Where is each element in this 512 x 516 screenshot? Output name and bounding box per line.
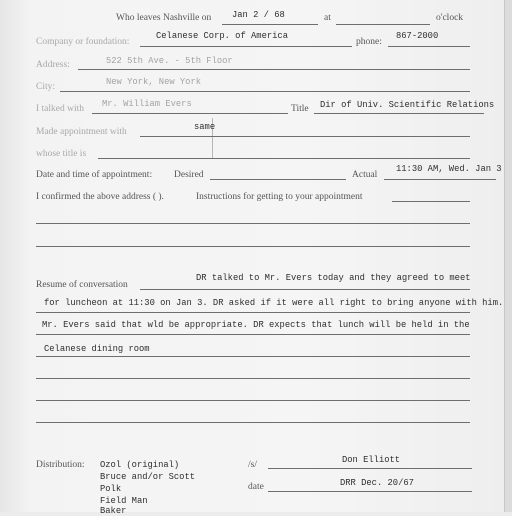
talked-with-line xyxy=(92,113,288,114)
leaves-label: Who leaves Nashville on xyxy=(116,13,212,23)
actual-line xyxy=(384,179,496,180)
leaves-date-line xyxy=(222,24,318,25)
talked-with-label: I talked with xyxy=(36,104,85,114)
actual-label: Actual xyxy=(352,170,378,180)
whose-title-label: whose title is xyxy=(36,149,87,159)
resume-line xyxy=(36,334,470,335)
company-line xyxy=(140,46,352,47)
title-label: Title xyxy=(291,104,309,114)
resume-blank-line xyxy=(36,378,470,379)
at-label: at xyxy=(324,13,331,23)
signed-line xyxy=(268,468,472,469)
resume-text-line: Celanese dining room xyxy=(44,344,150,354)
city-label: City: xyxy=(36,82,56,92)
date-line xyxy=(268,491,472,492)
company-value: Celanese Corp. of America xyxy=(156,31,288,41)
desired-line xyxy=(210,179,346,180)
distribution-label: Distribution: xyxy=(36,460,85,470)
phone-line xyxy=(388,46,470,47)
resume-blank-line xyxy=(36,400,470,401)
distribution-item: Bruce and/or Scott xyxy=(100,472,196,482)
address-line xyxy=(78,69,470,70)
resume-text-line: DR talked to Mr. Evers today and they agreed to meet xyxy=(196,273,471,283)
address-label: Address: xyxy=(36,60,70,70)
whose-title-line xyxy=(98,158,470,159)
oclock-label: o'clock xyxy=(436,13,464,23)
resume-line xyxy=(140,289,470,290)
made-appointment-value: same xyxy=(194,122,216,132)
signed-label: /s/ xyxy=(248,460,257,470)
distribution-item: Ozol (original) xyxy=(100,460,180,470)
resume-text-line: for luncheon at 11:30 on Jan 3. DR asked if it were all right to bring anyone with him. xyxy=(44,298,504,308)
actual-value: 11:30 AM, Wed. Jan 3 xyxy=(396,164,502,174)
page-edge xyxy=(504,0,512,512)
signed-value: Don Elliott xyxy=(342,455,401,465)
company-label: Company or foundation: xyxy=(36,37,130,47)
resume-text-line: Mr. Evers said that wld be appropriate. DR expects that lunch will be held in the xyxy=(42,320,470,330)
resume-line xyxy=(36,356,470,357)
resume-label: Resume of conversation xyxy=(36,280,128,290)
distribution-item: Baker xyxy=(100,506,127,516)
resume-line xyxy=(36,312,470,313)
phone-label: phone: xyxy=(356,37,382,47)
instructions-blank-line xyxy=(36,223,470,224)
instructions-blank-line xyxy=(36,246,470,247)
instructions-line xyxy=(392,201,470,202)
title-line xyxy=(314,113,484,114)
title-value: Dir of Univ. Scientific Relations xyxy=(320,100,495,110)
made-appointment-label: Made appointment with xyxy=(36,127,127,137)
phone-value: 867-2000 xyxy=(396,31,439,41)
city-value: New York, New York xyxy=(106,77,202,87)
distribution-item: Polk xyxy=(100,484,122,494)
confirmed-address-label: I confirmed the above address ( ). xyxy=(36,192,164,202)
instructions-label: Instructions for getting to your appointment xyxy=(196,192,363,202)
resume-blank-line xyxy=(36,422,470,423)
desired-label: Desired xyxy=(174,170,204,180)
city-line xyxy=(60,91,470,92)
appointment-datetime-label: Date and time of appointment: xyxy=(36,170,153,180)
distribution-item: Field Man xyxy=(100,496,148,506)
talked-with-value: Mr. William Evers xyxy=(102,99,192,109)
made-appointment-line xyxy=(140,136,470,137)
at-line xyxy=(336,24,430,25)
address-value: 522 5th Ave. - 5th Floor xyxy=(106,56,233,66)
date-value: DRR Dec. 20/67 xyxy=(340,478,414,488)
date-label: date xyxy=(248,482,264,492)
leaves-date-value: Jan 2 / 68 xyxy=(232,10,285,20)
